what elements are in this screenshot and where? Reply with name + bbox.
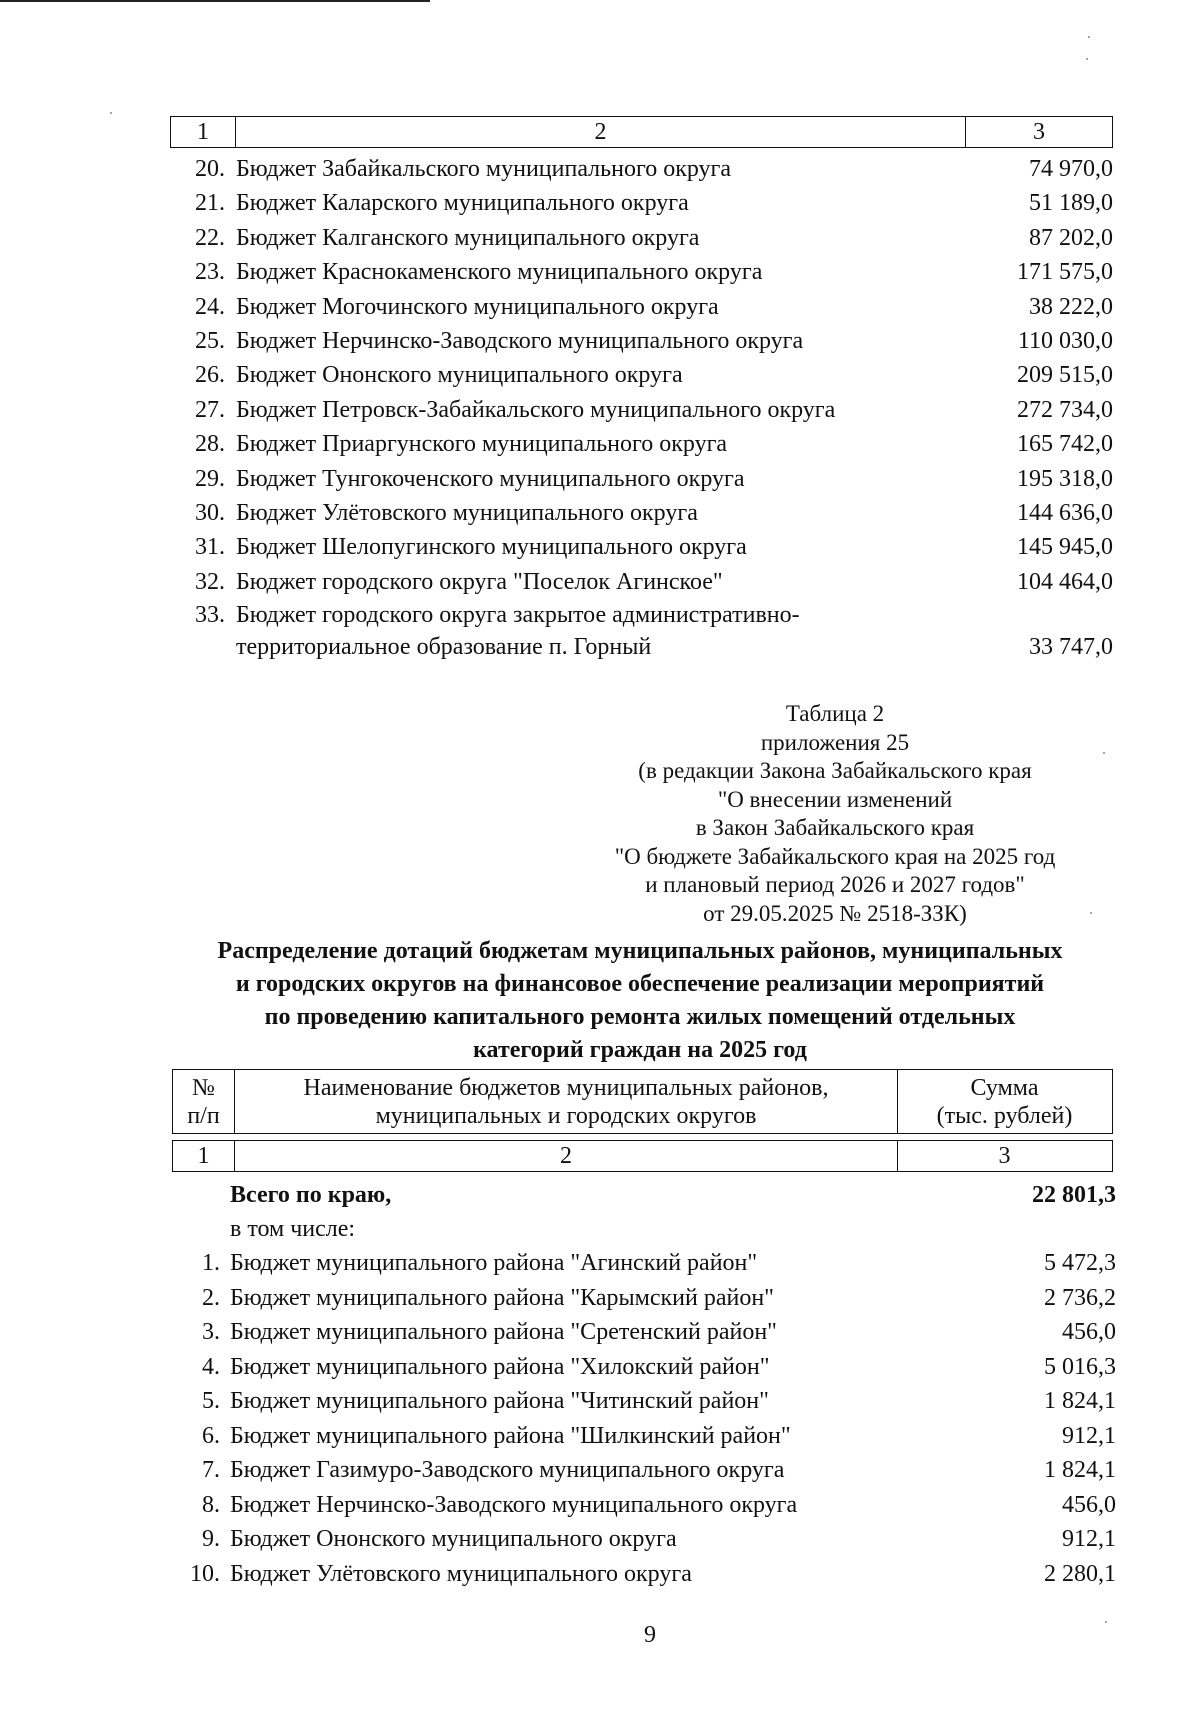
table1-row-name: Бюджет Шелопугинского муниципального округа [236, 534, 747, 561]
table1-row-number: 21. [195, 190, 225, 217]
table2-row [0, 1557, 1200, 1591]
table1-row-number: 29. [195, 465, 225, 492]
table2-row [0, 1281, 1200, 1315]
document-title [150, 935, 1130, 1067]
table2-row-value: 912,1 [1062, 1422, 1116, 1449]
table1-row [0, 358, 1200, 392]
total-label: Всего по краю, [230, 1182, 392, 1208]
caption-line: "О внесении изменений [717, 786, 953, 812]
table1-row-number: 32. [195, 568, 225, 595]
title-line: и городских округов на финансовое обеспечение реализации мероприятий [235, 971, 1045, 997]
table1-row [0, 152, 1200, 186]
table1-row-name: Бюджет Тунгокоченского муниципального округа [236, 465, 745, 492]
table1-row-name: Бюджет Приаргунского муниципального округа [236, 431, 728, 458]
table2-row-name: Бюджет муниципального района "Сретенский район" [230, 1319, 777, 1345]
table1-row-number: 22. [195, 224, 225, 251]
table2-row-number: 2. [202, 1284, 220, 1311]
header-text: п/п [187, 1102, 220, 1129]
title-line: категорий граждан на 2025 год [473, 1037, 807, 1063]
table2-row-value: 5 016,3 [1044, 1353, 1116, 1380]
table2-row-number: 10. [190, 1560, 220, 1587]
table1-row-value: 33 747,0 [1029, 634, 1113, 660]
table1-row-name: Бюджет Петровск-Забайкальского муниципального округа [236, 396, 836, 423]
table1-row-number: 33. [195, 602, 225, 628]
title-line: Распределение дотаций бюджетам муниципальных районов, муниципальных [217, 938, 1063, 964]
top-edge-line [0, 0, 430, 2]
caption-line: (в редакции Закона Забайкальского края [638, 758, 1032, 783]
table1-row-value: 110 030,0 [1017, 328, 1113, 354]
table2-header-sum [898, 1070, 1111, 1133]
table2-row [0, 1419, 1200, 1453]
table2-row-value: 456,0 [1062, 1491, 1116, 1518]
table1-row [0, 290, 1200, 324]
table2-row [0, 1315, 1200, 1349]
table1-row-name: Бюджет городского округа "Поселок Агинское" [236, 568, 723, 595]
table2-row-value: 5 472,3 [1044, 1250, 1116, 1276]
table2-numbers-col1: 1 [173, 1141, 235, 1171]
table2-row-name: Бюджет Улётовского муниципального округа [230, 1560, 692, 1587]
table2-row-number: 3. [202, 1319, 220, 1345]
table1-row-name: Бюджет городского округа закрытое административно- [236, 602, 800, 628]
table1-row [0, 427, 1200, 461]
table2-row-number: 8. [202, 1491, 220, 1518]
scan-speck [1086, 58, 1088, 60]
table2-row-value: 1 824,1 [1044, 1388, 1116, 1414]
table2-row-name: Бюджет муниципального района "Агинский район" [230, 1250, 758, 1276]
table1-row-name: Бюджет Могочинского муниципального округа [236, 293, 719, 320]
table2-row-name: Бюджет муниципального района "Карымский район" [230, 1284, 774, 1311]
table2-including-row [0, 1212, 1200, 1246]
table1-row-number: 31. [195, 534, 225, 561]
table1-row-value: 165 742,0 [1017, 431, 1113, 458]
table2-row-value: 1 824,1 [1044, 1457, 1116, 1483]
table2-header-number [173, 1070, 235, 1133]
table2-row [0, 1350, 1200, 1384]
table1-row-name: Бюджет Каларского муниципального округа [236, 190, 689, 217]
title-line: по проведению капитального ремонта жилых помещений отдельных [264, 1004, 1016, 1030]
table1-row-value: 104 464,0 [1017, 568, 1113, 595]
table1-row-name: Бюджет Краснокаменского муниципального округа [236, 259, 763, 286]
table1-row-value: 195 318,0 [1017, 465, 1113, 492]
caption-line: "О бюджете Забайкальского края на 2025 год [614, 843, 1056, 869]
table1-row-value: 87 202,0 [1029, 224, 1113, 251]
table1-row-number: 26. [195, 362, 225, 389]
table2-row-number: 4. [202, 1353, 220, 1380]
table1-row-number: 28. [195, 431, 225, 458]
scan-speck [1105, 1621, 1107, 1623]
table2-column-headers [172, 1069, 1113, 1134]
table2-numbers-col2: 2 [235, 1141, 898, 1171]
caption-line: от 29.05.2025 № 2518-ЗЗК) [703, 900, 967, 926]
header-text: (тыс. рублей) [936, 1102, 1073, 1129]
table1-row-name: Бюджет Калганского муниципального округа [236, 224, 700, 251]
caption-line: в Закон Забайкальского края [695, 815, 975, 840]
scan-speck [1103, 752, 1105, 754]
table1-row-name: Бюджет Нерчинско-Заводского муниципального округа [236, 328, 804, 354]
table1-row-number: 25. [195, 328, 225, 354]
table2-numbers-col3: 3 [998, 1143, 1011, 1169]
table1-row-value: 74 970,0 [1029, 156, 1113, 182]
caption-line: приложения 25 [760, 729, 910, 755]
table2-row [0, 1522, 1200, 1556]
table1-row-value: 145 945,0 [1017, 534, 1113, 561]
table1-row [0, 565, 1200, 599]
table1-row-value: 209 515,0 [1017, 362, 1113, 389]
table2-row-name: Бюджет Газимуро-Заводского муниципального округа [230, 1457, 785, 1483]
table2-row-value: 2 280,1 [1044, 1560, 1116, 1587]
table1-row [0, 393, 1200, 427]
scan-speck [1088, 36, 1090, 38]
table2-total-row [0, 1178, 1200, 1212]
header-text: Сумма [970, 1074, 1039, 1101]
table2-numbers-row [172, 1140, 1113, 1172]
table1-row [0, 255, 1200, 289]
table1-row-number: 20. [195, 156, 225, 182]
table1-header-col3: 3 [1033, 119, 1045, 145]
table1-row [0, 496, 1200, 530]
table-caption [540, 700, 1130, 928]
table1-row-number: 30. [195, 500, 225, 526]
table1-row-value: 51 189,0 [1029, 190, 1113, 217]
table2-row-number: 9. [202, 1526, 220, 1552]
table1-row-name: Бюджет Улётовского муниципального округа [236, 500, 698, 526]
table2-row-name: Бюджет муниципального района "Читинский район" [230, 1388, 769, 1414]
table1-row-value: 171 575,0 [1017, 259, 1113, 286]
table2-row [0, 1488, 1200, 1522]
table1-row-name: Бюджет Ононского муниципального округа [236, 362, 683, 389]
scan-speck [1090, 912, 1092, 914]
table1-row [0, 530, 1200, 564]
table1-row [0, 462, 1200, 496]
scan-speck [110, 112, 112, 114]
including-label: в том числе: [230, 1216, 356, 1242]
table2-header-name [235, 1070, 898, 1133]
table1-row-value: 38 222,0 [1029, 293, 1113, 320]
table2-row [0, 1384, 1200, 1418]
table2-row [0, 1246, 1200, 1280]
table2-row-number: 7. [202, 1457, 220, 1483]
table1-row-name-continued: территориальное образование п. Горный [236, 634, 652, 660]
page-number: 9 [644, 1622, 656, 1648]
table2-row-number: 5. [202, 1388, 220, 1414]
table1-row [0, 186, 1200, 220]
table2-row-number: 1. [202, 1250, 220, 1276]
table2-row-value: 912,1 [1062, 1526, 1116, 1552]
table1-header-col1: 1 [171, 117, 236, 147]
caption-line: и плановый период 2026 и 2027 годов" [645, 872, 1025, 897]
caption-line: Таблица 2 [785, 701, 885, 726]
table2-row-name: Бюджет муниципального района "Шилкинский район" [230, 1422, 791, 1449]
table1-header-col2: 2 [236, 117, 966, 147]
header-text: муниципальных и городских округов [375, 1102, 757, 1129]
table2-row-value: 2 736,2 [1044, 1284, 1116, 1311]
table2-row [0, 1453, 1200, 1487]
header-text: № [192, 1074, 215, 1101]
table1-header-row [170, 116, 1113, 148]
table2-row-name: Бюджет муниципального района "Хилокский район" [230, 1353, 770, 1380]
table2-row-name: Бюджет Нерчинско-Заводского муниципального округа [230, 1491, 798, 1518]
table1-row [0, 221, 1200, 255]
table2-row-name: Бюджет Ононского муниципального округа [230, 1526, 677, 1552]
table1-row-name: Бюджет Забайкальского муниципального округа [236, 156, 732, 182]
table1-row [0, 324, 1200, 358]
table1-row-number: 24. [195, 293, 225, 320]
header-text: Наименование бюджетов муниципальных районов, [303, 1074, 829, 1101]
table1-row-value: 144 636,0 [1017, 500, 1113, 526]
table1-row-number: 27. [195, 396, 225, 423]
table1-row-value: 272 734,0 [1017, 396, 1113, 423]
table2-row-number: 6. [202, 1422, 220, 1449]
table1-row-number: 23. [195, 259, 225, 286]
total-value: 22 801,3 [1032, 1182, 1116, 1208]
table2-row-value: 456,0 [1062, 1319, 1116, 1345]
